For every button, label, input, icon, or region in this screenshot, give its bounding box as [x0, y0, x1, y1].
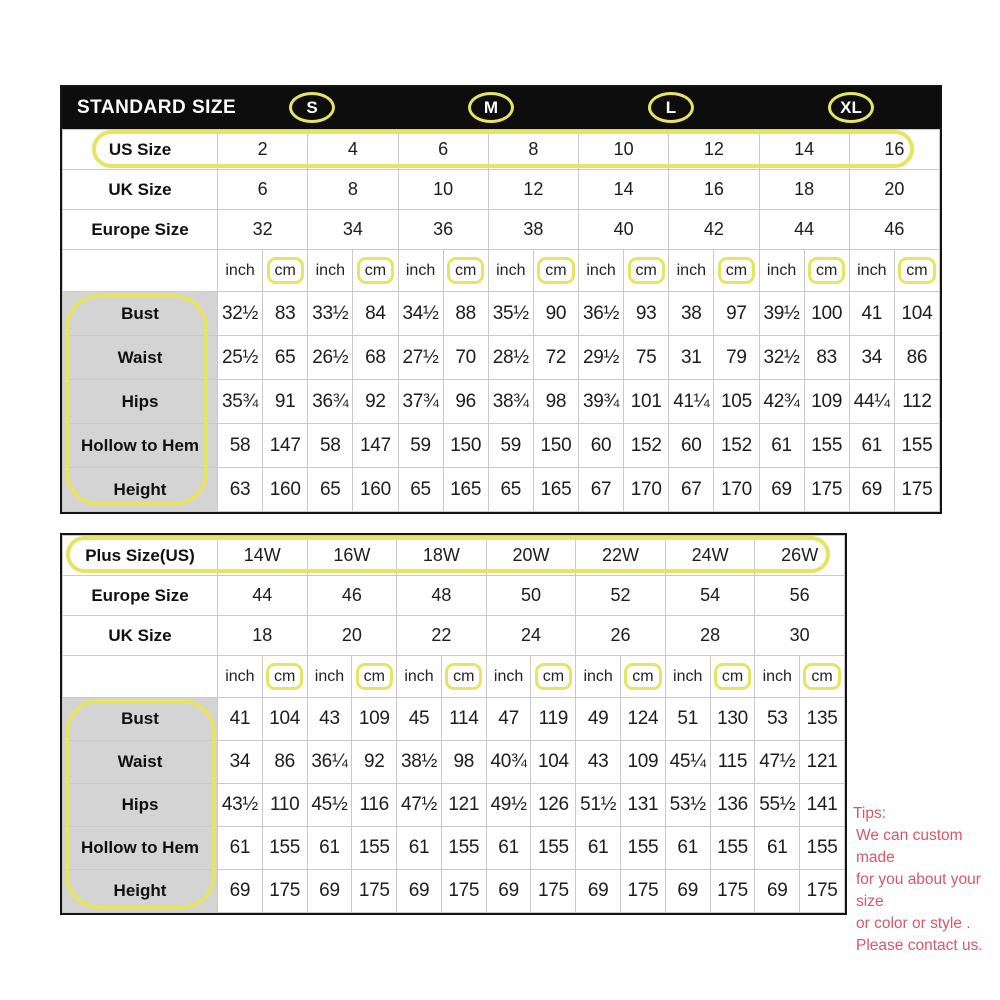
measure-cell: 69	[218, 870, 263, 913]
measure-cell: 70	[443, 336, 488, 380]
size-cell: 2	[218, 130, 308, 170]
unit-row	[63, 656, 845, 698]
size-bubble-s: S	[289, 92, 335, 123]
size-cell: 46	[849, 210, 939, 250]
standard-size-title: STANDARD SIZE	[77, 97, 237, 118]
measure-cell: 61	[307, 827, 352, 870]
tips-line: for you about your size	[856, 871, 981, 910]
size-cell: 18W	[397, 536, 487, 576]
row-label: Hips	[63, 380, 218, 424]
cm-header-cell	[262, 656, 307, 698]
tips-lines	[853, 825, 1000, 957]
size-row-us-size	[63, 130, 940, 170]
cm-highlight: cm	[898, 257, 935, 285]
row-label: Waist	[63, 741, 218, 784]
size-cell: 52	[576, 576, 666, 616]
size-cell: 22	[397, 616, 487, 656]
measure-cell: 28½	[488, 336, 533, 380]
measure-cell: 155	[894, 424, 939, 468]
measure-cell: 31	[669, 336, 714, 380]
cm-header-cell	[804, 250, 849, 292]
cm-header-cell	[714, 250, 759, 292]
measure-cell: 105	[714, 380, 759, 424]
measure-cell: 83	[263, 292, 308, 336]
measure-cell: 84	[353, 292, 398, 336]
size-cell: 14	[759, 130, 849, 170]
measure-cell: 72	[533, 336, 578, 380]
measure-cell: 65	[488, 468, 533, 512]
measure-cell: 92	[352, 741, 397, 784]
measure-cell: 147	[263, 424, 308, 468]
cm-highlight: cm	[537, 257, 574, 285]
cm-highlight: cm	[445, 663, 482, 691]
measure-cell: 42¾	[759, 380, 804, 424]
measure-cell: 131	[621, 784, 666, 827]
measure-cell: 155	[531, 827, 576, 870]
measure-cell: 90	[533, 292, 578, 336]
measure-cell: 104	[894, 292, 939, 336]
measure-cell: 44¼	[849, 380, 894, 424]
row-label: Bust	[63, 698, 218, 741]
inch-header-cell: inch	[308, 250, 353, 292]
measure-cell: 65	[308, 468, 353, 512]
size-row-plus-size-us	[63, 536, 845, 576]
measure-cell: 36¾	[308, 380, 353, 424]
measure-cell: 39½	[759, 292, 804, 336]
measure-cell: 41	[218, 698, 263, 741]
measure-cell: 88	[443, 292, 488, 336]
size-cell: 8	[488, 130, 578, 170]
measure-cell: 67	[669, 468, 714, 512]
measure-cell: 43	[576, 741, 621, 784]
measure-cell: 175	[352, 870, 397, 913]
measure-cell: 41	[849, 292, 894, 336]
measure-row-waist	[63, 741, 845, 784]
measure-cell: 69	[759, 468, 804, 512]
measure-cell: 63	[218, 468, 263, 512]
inch-header-cell: inch	[576, 656, 621, 698]
measure-cell: 34	[849, 336, 894, 380]
measure-cell: 104	[262, 698, 307, 741]
measure-cell: 29½	[579, 336, 624, 380]
measure-cell: 104	[531, 741, 576, 784]
measure-cell: 155	[352, 827, 397, 870]
measure-row-hollow-to-hem	[63, 424, 940, 468]
measure-cell: 152	[624, 424, 669, 468]
measure-row-hips	[63, 784, 845, 827]
cm-highlight: cm	[535, 663, 572, 691]
measure-cell: 65	[263, 336, 308, 380]
measure-cell: 121	[800, 741, 845, 784]
row-label: Hips	[63, 784, 218, 827]
standard-size-table	[60, 85, 942, 514]
measure-cell: 126	[531, 784, 576, 827]
cm-header-cell	[533, 250, 578, 292]
row-label: Hollow to Hem	[63, 424, 218, 468]
size-row-uk-size	[63, 170, 940, 210]
row-label: Height	[63, 468, 218, 512]
measure-cell: 175	[710, 870, 755, 913]
measure-cell: 147	[353, 424, 398, 468]
measure-cell: 59	[488, 424, 533, 468]
row-label: Waist	[63, 336, 218, 380]
measure-cell: 39¾	[579, 380, 624, 424]
row-label: Plus Size(US)	[63, 536, 218, 576]
size-row-uk-size	[63, 616, 845, 656]
inch-header-cell: inch	[488, 250, 533, 292]
row-label: Hollow to Hem	[63, 827, 218, 870]
cm-header-cell	[894, 250, 939, 292]
measure-cell: 49½	[486, 784, 531, 827]
inch-header-cell: inch	[486, 656, 531, 698]
measure-row-hips	[63, 380, 940, 424]
row-label: UK Size	[63, 616, 218, 656]
size-cell: 18	[759, 170, 849, 210]
size-cell: 26W	[755, 536, 845, 576]
size-bubble-xl: XL	[828, 92, 874, 123]
measure-cell: 33½	[308, 292, 353, 336]
measure-cell: 135	[800, 698, 845, 741]
measure-cell: 136	[710, 784, 755, 827]
measure-cell: 83	[804, 336, 849, 380]
measure-cell: 61	[218, 827, 263, 870]
measure-cell: 160	[353, 468, 398, 512]
measure-cell: 109	[804, 380, 849, 424]
measure-cell: 58	[218, 424, 263, 468]
measure-cell: 165	[443, 468, 488, 512]
measure-cell: 43½	[218, 784, 263, 827]
measure-cell: 47½	[397, 784, 442, 827]
measure-row-hollow-to-hem	[63, 827, 845, 870]
measure-cell: 38	[669, 292, 714, 336]
measure-cell: 65	[398, 468, 443, 512]
measure-cell: 155	[800, 827, 845, 870]
measure-cell: 96	[443, 380, 488, 424]
size-cell: 24	[486, 616, 576, 656]
measure-cell: 112	[894, 380, 939, 424]
size-cell: 48	[397, 576, 487, 616]
measure-cell: 175	[262, 870, 307, 913]
measure-cell: 175	[441, 870, 486, 913]
measure-cell: 34	[218, 741, 263, 784]
measure-cell: 79	[714, 336, 759, 380]
measure-cell: 130	[710, 698, 755, 741]
size-cell: 42	[669, 210, 759, 250]
tips-title: Tips:	[853, 805, 887, 822]
size-cell: 16	[849, 130, 939, 170]
measure-cell: 115	[710, 741, 755, 784]
measure-cell: 61	[849, 424, 894, 468]
size-cell: 56	[755, 576, 845, 616]
standard-size-grid	[62, 129, 940, 512]
plus-size-grid	[62, 535, 845, 913]
measure-cell: 69	[307, 870, 352, 913]
size-cell: 6	[218, 170, 308, 210]
cm-highlight: cm	[447, 257, 484, 285]
size-cell: 10	[579, 130, 669, 170]
size-cell: 34	[308, 210, 398, 250]
unit-row	[63, 250, 940, 292]
measure-cell: 32½	[218, 292, 263, 336]
measure-cell: 119	[531, 698, 576, 741]
standard-size-header	[62, 87, 940, 129]
measure-cell: 27½	[398, 336, 443, 380]
row-label: US Size	[63, 130, 218, 170]
size-cell: 14W	[218, 536, 308, 576]
measure-cell: 92	[353, 380, 398, 424]
row-label: Height	[63, 870, 218, 913]
measure-cell: 32½	[759, 336, 804, 380]
inch-header-cell: inch	[397, 656, 442, 698]
cm-header-cell	[441, 656, 486, 698]
size-cell: 38	[488, 210, 578, 250]
cm-highlight: cm	[803, 663, 840, 691]
measure-cell: 109	[621, 741, 666, 784]
measure-cell: 36¼	[307, 741, 352, 784]
inch-header-cell: inch	[755, 656, 800, 698]
size-cell: 14	[579, 170, 669, 210]
measure-cell: 45¼	[665, 741, 710, 784]
measure-cell: 150	[533, 424, 578, 468]
measure-cell: 68	[353, 336, 398, 380]
size-cell: 22W	[576, 536, 666, 576]
measure-cell: 49	[576, 698, 621, 741]
size-row-europe-size	[63, 576, 845, 616]
measure-cell: 41¼	[669, 380, 714, 424]
cm-header-cell	[263, 250, 308, 292]
measure-cell: 69	[486, 870, 531, 913]
size-bubble-l: L	[648, 92, 694, 123]
size-cell: 20W	[486, 536, 576, 576]
measure-cell: 86	[262, 741, 307, 784]
inch-header-cell: inch	[218, 656, 263, 698]
measure-cell: 155	[804, 424, 849, 468]
cm-highlight: cm	[357, 257, 394, 285]
measure-cell: 152	[714, 424, 759, 468]
measure-cell: 58	[308, 424, 353, 468]
measure-cell: 45½	[307, 784, 352, 827]
measure-row-bust	[63, 698, 845, 741]
empty-label-cell	[63, 250, 218, 292]
measure-cell: 47	[486, 698, 531, 741]
measure-cell: 121	[441, 784, 486, 827]
size-cell: 4	[308, 130, 398, 170]
measure-cell: 141	[800, 784, 845, 827]
measure-cell: 59	[398, 424, 443, 468]
inch-header-cell: inch	[218, 250, 263, 292]
measure-cell: 110	[262, 784, 307, 827]
measure-cell: 155	[262, 827, 307, 870]
inch-header-cell: inch	[759, 250, 804, 292]
size-cell: 36	[398, 210, 488, 250]
cm-highlight: cm	[267, 257, 304, 285]
row-label: Europe Size	[63, 576, 218, 616]
measure-cell: 98	[441, 741, 486, 784]
measure-cell: 35¾	[218, 380, 263, 424]
size-cell: 54	[665, 576, 755, 616]
row-label: UK Size	[63, 170, 218, 210]
plus-size-table	[60, 533, 847, 915]
measure-cell: 75	[624, 336, 669, 380]
measure-cell: 51	[665, 698, 710, 741]
inch-header-cell: inch	[849, 250, 894, 292]
measure-cell: 170	[624, 468, 669, 512]
size-bubble-m: M	[468, 92, 514, 123]
cm-highlight: cm	[624, 663, 661, 691]
size-cell: 6	[398, 130, 488, 170]
measure-cell: 98	[533, 380, 578, 424]
size-cell: 18	[218, 616, 308, 656]
measure-cell: 175	[800, 870, 845, 913]
measure-cell: 60	[579, 424, 624, 468]
measure-cell: 61	[755, 827, 800, 870]
cm-header-cell	[352, 656, 397, 698]
measure-cell: 175	[531, 870, 576, 913]
measure-cell: 53½	[665, 784, 710, 827]
size-cell: 44	[218, 576, 308, 616]
measure-row-height	[63, 870, 845, 913]
measure-cell: 47½	[755, 741, 800, 784]
size-cell: 28	[665, 616, 755, 656]
cm-highlight: cm	[808, 257, 845, 285]
measure-cell: 37¾	[398, 380, 443, 424]
size-cell: 20	[849, 170, 939, 210]
row-label: Europe Size	[63, 210, 218, 250]
inch-header-cell: inch	[307, 656, 352, 698]
tips-note	[853, 803, 1000, 957]
cm-header-cell	[800, 656, 845, 698]
measure-cell: 45	[397, 698, 442, 741]
measure-cell: 51½	[576, 784, 621, 827]
size-cell: 32	[218, 210, 308, 250]
measure-cell: 116	[352, 784, 397, 827]
measure-cell: 155	[710, 827, 755, 870]
tips-line: We can custom made	[856, 827, 963, 866]
measure-cell: 155	[621, 827, 666, 870]
size-cell: 26	[576, 616, 666, 656]
measure-cell: 61	[576, 827, 621, 870]
measure-cell: 175	[621, 870, 666, 913]
size-cell: 44	[759, 210, 849, 250]
size-cell: 50	[486, 576, 576, 616]
measure-cell: 165	[533, 468, 578, 512]
cm-header-cell	[621, 656, 666, 698]
measure-cell: 170	[714, 468, 759, 512]
size-cell: 16	[669, 170, 759, 210]
size-cell: 12	[488, 170, 578, 210]
measure-cell: 160	[263, 468, 308, 512]
measure-cell: 38½	[397, 741, 442, 784]
size-cell: 46	[307, 576, 397, 616]
measure-cell: 43	[307, 698, 352, 741]
inch-header-cell: inch	[398, 250, 443, 292]
measure-cell: 86	[894, 336, 939, 380]
inch-header-cell: inch	[669, 250, 714, 292]
empty-label-cell	[63, 656, 218, 698]
measure-cell: 40¾	[486, 741, 531, 784]
measure-cell: 150	[443, 424, 488, 468]
cm-highlight: cm	[714, 663, 751, 691]
measure-cell: 124	[621, 698, 666, 741]
cm-highlight: cm	[356, 663, 393, 691]
measure-cell: 35½	[488, 292, 533, 336]
measure-cell: 101	[624, 380, 669, 424]
measure-row-height	[63, 468, 940, 512]
measure-cell: 109	[352, 698, 397, 741]
measure-cell: 69	[397, 870, 442, 913]
measure-cell: 34½	[398, 292, 443, 336]
cm-header-cell	[353, 250, 398, 292]
cm-header-cell	[531, 656, 576, 698]
row-label: Bust	[63, 292, 218, 336]
measure-cell: 175	[894, 468, 939, 512]
size-cell: 20	[307, 616, 397, 656]
inch-header-cell: inch	[665, 656, 710, 698]
measure-cell: 69	[755, 870, 800, 913]
size-cell: 8	[308, 170, 398, 210]
size-cell: 30	[755, 616, 845, 656]
measure-cell: 60	[669, 424, 714, 468]
cm-header-cell	[443, 250, 488, 292]
measure-cell: 69	[849, 468, 894, 512]
measure-cell: 155	[441, 827, 486, 870]
size-cell: 40	[579, 210, 669, 250]
measure-cell: 61	[665, 827, 710, 870]
inch-header-cell: inch	[579, 250, 624, 292]
measure-row-bust	[63, 292, 940, 336]
size-cell: 24W	[665, 536, 755, 576]
size-row-europe-size	[63, 210, 940, 250]
measure-cell: 100	[804, 292, 849, 336]
cm-header-cell	[624, 250, 669, 292]
measure-cell: 67	[579, 468, 624, 512]
measure-cell: 69	[665, 870, 710, 913]
measure-cell: 61	[759, 424, 804, 468]
measure-cell: 61	[397, 827, 442, 870]
size-cell: 12	[669, 130, 759, 170]
size-cell: 16W	[307, 536, 397, 576]
measure-cell: 93	[624, 292, 669, 336]
measure-cell: 26½	[308, 336, 353, 380]
tips-line: Please contact us.	[856, 937, 983, 954]
measure-cell: 38¾	[488, 380, 533, 424]
measure-cell: 97	[714, 292, 759, 336]
size-cell: 10	[398, 170, 488, 210]
measure-cell: 53	[755, 698, 800, 741]
measure-cell: 25½	[218, 336, 263, 380]
measure-cell: 114	[441, 698, 486, 741]
tips-line: or color or style .	[856, 915, 971, 932]
measure-cell: 61	[486, 827, 531, 870]
measure-row-waist	[63, 336, 940, 380]
measure-cell: 175	[804, 468, 849, 512]
measure-cell: 36½	[579, 292, 624, 336]
cm-highlight: cm	[266, 663, 303, 691]
cm-highlight: cm	[718, 257, 755, 285]
measure-cell: 55½	[755, 784, 800, 827]
measure-cell: 69	[576, 870, 621, 913]
measure-cell: 91	[263, 380, 308, 424]
cm-header-cell	[710, 656, 755, 698]
cm-highlight: cm	[628, 257, 665, 285]
